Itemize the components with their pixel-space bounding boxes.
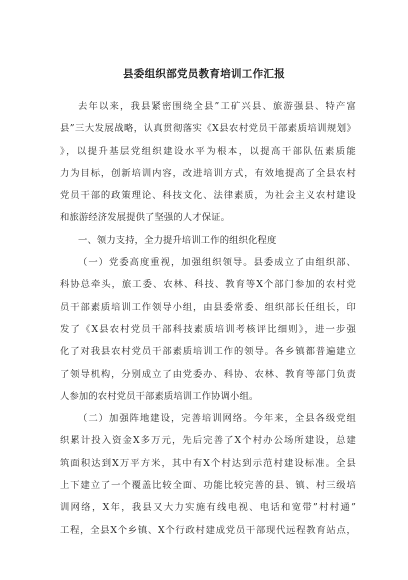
- paragraph-line: 了领导机构，分别成立了由党委办、科协、农林、教育等部门负责: [60, 368, 356, 380]
- document-title: 县委组织部党员教育培训工作汇报: [123, 68, 285, 80]
- paragraph-line: 筑面积达到X万平方米，其中有X个村达到示范村建设标准。全县: [60, 457, 356, 469]
- paragraph-line: 》，以提升基层党组织建设水平为根本，以提高干部队伍素质能: [60, 145, 356, 157]
- paragraph-line: 科协总牵头，旅工委、农林、科技、教育等X个部门参加的农村党: [60, 279, 356, 291]
- paragraph-line: 工程，全县X个乡镇、X个行政村建成党员干部现代远程教育站点，: [60, 524, 356, 536]
- paragraph-line: 上下建立了一个覆盖比较全面、功能比较完善的县、镇、村三级培: [60, 480, 356, 492]
- paragraph-line: 县”三大发展战略，认真贯彻落实《X县农村党员干部素质培训规划》: [60, 123, 356, 135]
- paragraph-line: 人参加的农村党员干部素质培训工作协调小组。: [60, 390, 259, 402]
- paragraph-line: 和旅游经济发展提供了坚强的人才保证。: [60, 212, 231, 224]
- paragraph-line: 员干部素质培训工作领导小组，由县委常委、组织部长任组长，印: [60, 301, 356, 313]
- paragraph-line: 化了对我县农村党员干部素质培训工作的领导。各乡镇都普遍建立: [60, 346, 356, 358]
- document-body: [60, 96, 356, 542]
- paragraph-line: 训网络，X年，我县又大力实施有线电视、电话和宽带”村村通”: [60, 502, 356, 514]
- paragraph-line: 党员干部的政策理论、科技文化、法律素质，为社会主义农村建设: [60, 190, 356, 202]
- paragraph-line: 去年以来，我县紧密围绕全县”工矿兴县、旅游强县、特产富: [78, 101, 356, 112]
- paragraph-line: 发了《X县农村党员干部科技素质培训考核评比细则》，进一步强: [60, 323, 356, 335]
- paragraph-line: 力为目标，创新培训内容，改进培训方式，有效地提高了全县农村: [60, 167, 356, 179]
- paragraph-line: 织累计投入资金X多万元，先后完善了X个村办公场所建设，总建: [60, 435, 356, 447]
- section-heading-line: 一、领力支持，全力提升培训工作的组织化程度: [78, 234, 277, 246]
- paragraph-line: （二）加强阵地建设，完善培训网络。今年来，全县各级党组: [78, 413, 356, 425]
- paragraph-line: （一）党委高度重视，加强组织领导。县委成立了由组织部、: [78, 257, 356, 269]
